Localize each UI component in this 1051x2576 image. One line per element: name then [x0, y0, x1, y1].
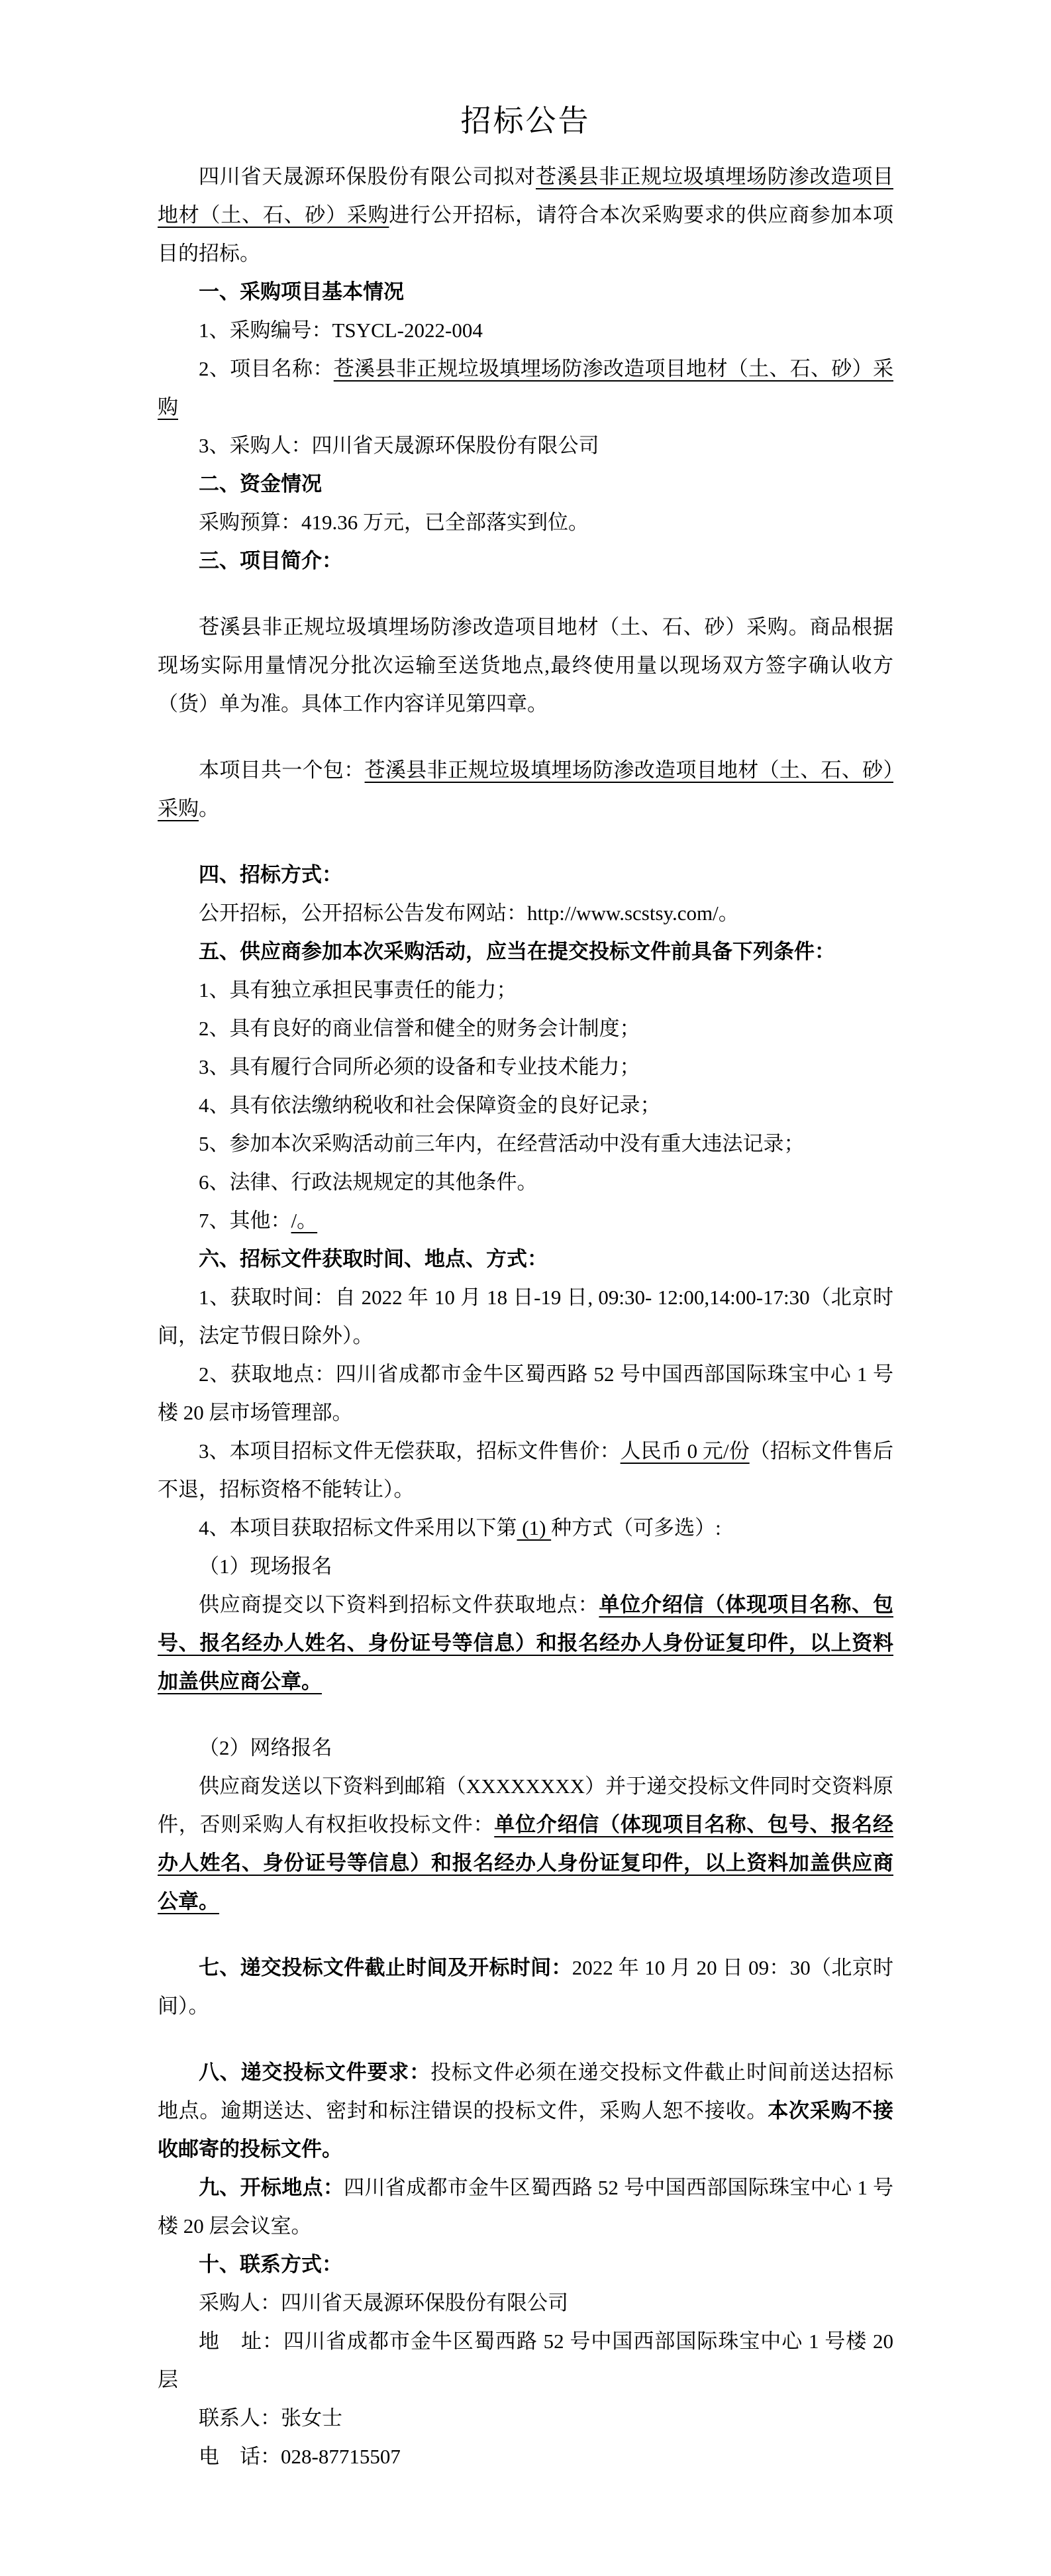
- underlined-text: 单位介绍信（体现项目名称、包号、报名经办人姓名、身份证号等信息）和报名经办人身份证复印件，以上资料加盖供应商公章。: [158, 1813, 893, 1913]
- text-run: 五、供应商参加本次采购活动，应当在提交投标文件前具备下列条件：: [199, 940, 835, 963]
- text-run: 本项目共一个包：: [199, 758, 365, 782]
- text-run: 1、具有独立承担民事责任的能力；: [199, 978, 517, 1002]
- text-run: 。: [199, 797, 219, 820]
- contact-address: [158, 2322, 893, 2399]
- obtain-method-paragraph: [158, 1509, 893, 1547]
- intro-paragraph: [158, 158, 893, 273]
- text-run: 三、项目简介：: [199, 549, 342, 572]
- underlined-text: /。: [291, 1209, 318, 1232]
- document-price-paragraph: [158, 1432, 893, 1509]
- underlined-text: 苍溪县非正规垃圾填埋场防渗改造项目地材（土、石、砂）采购: [158, 357, 894, 419]
- text-run: 联系人：张女士: [199, 2406, 342, 2430]
- obtain-time-paragraph: [158, 1278, 893, 1355]
- section-6-heading: [158, 1240, 893, 1278]
- text-run: 采购预算：419.36 万元，已全部落实到位。: [199, 511, 589, 534]
- online-registration-paragraph: [158, 1767, 893, 1921]
- underlined-text: 苍溪县非正规垃圾填埋场防渗改造项目地材（土、石、砂）采购: [158, 758, 893, 820]
- text-run: 2022 年 10 月 20 日 09：30（北京时间）。: [158, 1956, 894, 2018]
- text-run: 种方式（可多选）:: [551, 1516, 721, 1539]
- package-paragraph: [158, 751, 893, 828]
- text-run: 1、采购编号：TSYCL-2022-004: [199, 319, 483, 342]
- underlined-text: (1): [517, 1516, 552, 1539]
- bold-text: 八、递交投标文件要求：: [199, 2061, 430, 2084]
- text-run: 2、具有良好的商业信誉和健全的财务会计制度；: [199, 1017, 640, 1040]
- text-run: 四川省成都市金牛区蜀西路 52 号中国西部国际珠宝中心 1 号楼 20 层会议室。: [158, 2176, 894, 2238]
- bold-text: 七、递交投标文件截止时间及开标时间：: [199, 1956, 572, 1979]
- contact-phone: [158, 2438, 893, 2476]
- text-run: 一、采购项目基本情况: [199, 280, 404, 303]
- text-run: 四、招标方式：: [199, 863, 342, 886]
- text-run: 电 话：028-87715507: [199, 2445, 401, 2468]
- condition-4: [158, 1086, 893, 1125]
- text-run: （招标文件售后不退，招标资格不能转让）。: [158, 1439, 893, 1501]
- item-project-name: [158, 350, 893, 427]
- text-run: 2、获取地点：四川省成都市金牛区蜀西路 52 号中国西部国际珠宝中心 1 号楼 20 层市场管理部。: [158, 1363, 893, 1424]
- text-run: 4、具有依法缴纳税收和社会保障资金的良好记录；: [199, 1094, 661, 1117]
- text-run: 5、参加本次采购活动前三年内，在经营活动中没有重大违法记录；: [199, 1132, 805, 1155]
- onsite-registration-paragraph: [158, 1586, 893, 1701]
- section-4-heading: [158, 856, 893, 894]
- text-run: 公开招标，公开招标公告发布网站：http://www.scstsy.com/。: [199, 902, 739, 925]
- underlined-text: 人民币 0 元/份: [620, 1439, 750, 1463]
- doc-title: [158, 99, 893, 143]
- onsite-registration-label: [158, 1547, 893, 1586]
- contact-person: [158, 2399, 893, 2438]
- bold-text: 九、开标地点：: [199, 2176, 344, 2199]
- condition-5: [158, 1125, 893, 1163]
- text-run: 投标文件必须在递交投标文件截止时间前送达招标地点。逾期送达、密封和标注错误的投标文件，采购人恕不接收。: [158, 2061, 893, 2122]
- text-run: 苍溪县非正规垃圾填埋场防渗改造项目地材（土、石、砂）采购。商品根据现场实际用量情况分批次运输至送货地点,最终使用量以现场双方签字确认收方（货）单为准。具体工作内容详见第四章。: [158, 615, 893, 715]
- text-run: 7、其他：: [199, 1209, 291, 1232]
- text-run: （1）现场报名: [199, 1555, 332, 1578]
- section-7-paragraph: [158, 1949, 893, 2026]
- condition-7: [158, 1202, 893, 1240]
- section-2-heading: [158, 465, 893, 503]
- text-run: 进行公开招标，请符合本次采购要求的供应商参加本项目的招标。: [158, 203, 894, 265]
- bold-text: 本次采购不接收邮寄的投标文件。: [158, 2099, 894, 2161]
- text-run: 1、获取时间：自 2022 年 10 月 18 日-19 日, 09:30- 12:00,14:00-17:30（北京时间，法定节假日除外）。: [158, 1286, 893, 1347]
- section-10-heading: [158, 2245, 893, 2284]
- online-registration-label: [158, 1729, 893, 1767]
- text-run: 3、采购人：四川省天晟源环保股份有限公司: [199, 434, 599, 457]
- budget-paragraph: [158, 503, 893, 542]
- condition-6: [158, 1163, 893, 1202]
- text-run: 供应商提交以下资料到招标文件获取地点：: [199, 1593, 599, 1616]
- condition-1: [158, 971, 893, 1009]
- underlined-text: 单位介绍信（体现项目名称、包号、报名经办人姓名、身份证号等信息）和报名经办人身份证复印件，以上资料加盖供应商公章。: [158, 1593, 893, 1693]
- tender-method-paragraph: [158, 894, 893, 933]
- text-run: 供应商发送以下资料到邮箱（XXXXXXXX）并于递交投标文件同时交资料原件，否则采购人有权拒收投标文件：: [158, 1775, 893, 1836]
- section-1-heading: [158, 273, 893, 311]
- text-run: 4、本项目获取招标文件采用以下第: [199, 1516, 517, 1539]
- item-purchaser: [158, 427, 893, 465]
- text-run: 6、法律、行政法规规定的其他条件。: [199, 1170, 538, 1194]
- text-run: 地 址：四川省成都市金牛区蜀西路 52 号中国西部国际珠宝中心 1 号楼 20 层: [158, 2330, 893, 2391]
- text-run: 招标公告: [460, 104, 591, 138]
- section-3-heading: [158, 542, 893, 580]
- text-run: 四川省天晟源环保股份有限公司拟对: [199, 165, 536, 188]
- contact-purchaser: [158, 2284, 893, 2322]
- text-run: 二、资金情况: [199, 472, 322, 495]
- text-run: 2、项目名称：: [199, 357, 334, 380]
- text-run: 3、具有履行合同所必须的设备和专业技术能力；: [199, 1055, 640, 1078]
- condition-3: [158, 1048, 893, 1086]
- section-8-paragraph: [158, 2053, 893, 2169]
- section-9-paragraph: [158, 2169, 893, 2245]
- obtain-place-paragraph: [158, 1355, 893, 1432]
- project-brief-paragraph: [158, 608, 893, 723]
- item-procurement-number: [158, 311, 893, 350]
- document-body: [158, 99, 893, 2476]
- condition-2: [158, 1009, 893, 1048]
- text-run: 3、本项目招标文件无偿获取，招标文件售价：: [199, 1439, 621, 1463]
- section-5-heading: [158, 933, 893, 971]
- text-run: 采购人：四川省天晟源环保股份有限公司: [199, 2291, 568, 2314]
- text-run: 十、联系方式：: [199, 2253, 342, 2276]
- underlined-text: 苍溪县非正规垃圾填埋场防渗改造项目地材（土、石、砂）采购: [158, 165, 893, 227]
- text-run: （2）网络报名: [199, 1736, 332, 1759]
- text-run: 六、招标文件获取时间、地点、方式：: [199, 1247, 548, 1270]
